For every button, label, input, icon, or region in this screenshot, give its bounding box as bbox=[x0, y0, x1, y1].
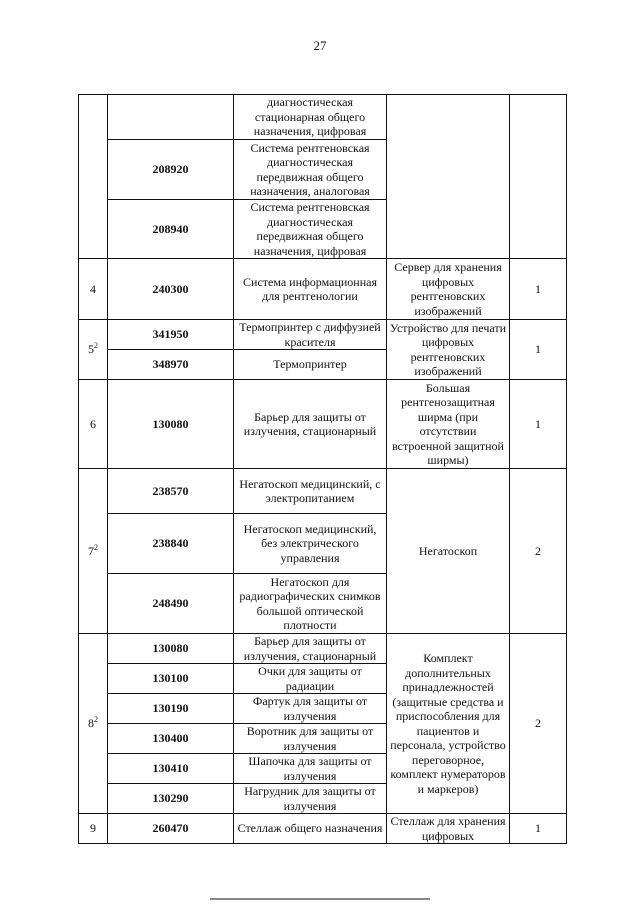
row-number-cell bbox=[79, 469, 108, 634]
row-number-cell: 4 bbox=[79, 259, 108, 320]
table-row bbox=[79, 95, 567, 140]
code-cell: 208920 bbox=[108, 140, 234, 200]
page-number: 27 bbox=[313, 38, 327, 53]
name-cell: Барьер для защиты от излучения, стационарный bbox=[234, 634, 387, 664]
code-cell: 130190 bbox=[108, 694, 234, 724]
table-row bbox=[79, 634, 567, 664]
purpose-cell: Большая рентгенозащитная ширма (при отсутствии встроенной защитной ширмы) bbox=[387, 380, 510, 469]
row-number-cell bbox=[79, 320, 108, 380]
code-cell: 248490 bbox=[108, 574, 234, 634]
name-cell: Термопринтер с диффузией красителя bbox=[234, 320, 387, 350]
equipment-table bbox=[78, 94, 567, 844]
purpose-cell bbox=[387, 95, 510, 259]
code-cell: 130290 bbox=[108, 784, 234, 814]
row-number-cell: 6 bbox=[79, 380, 108, 469]
code-cell: 260470 bbox=[108, 814, 234, 844]
name-cell: Система рентгеновская диагностическая передвижная общего назначения, аналоговая bbox=[234, 140, 387, 200]
code-cell: 238570 bbox=[108, 469, 234, 514]
code-cell: 341950 bbox=[108, 320, 234, 350]
code-cell: 240300 bbox=[108, 259, 234, 320]
footnote-mark: 2 bbox=[94, 715, 98, 725]
row-number: 5 bbox=[88, 342, 94, 357]
name-cell: Негатоскоп медицинский, с электропитанием bbox=[234, 469, 387, 514]
name-cell: Система информационная для рентгенологии bbox=[234, 259, 387, 320]
footnote-mark: 2 bbox=[94, 341, 98, 351]
name-cell: Нагрудник для защиты от излучения bbox=[234, 784, 387, 814]
footnote-mark: 2 bbox=[94, 542, 98, 552]
name-cell: Термопринтер bbox=[234, 350, 387, 380]
purpose-cell: Сервер для хранения цифровых рентгеновских изображений bbox=[387, 259, 510, 320]
row-number-cell bbox=[79, 634, 108, 814]
name-cell: Барьер для защиты от излучения, стационарный bbox=[234, 380, 387, 469]
quantity-cell: 1 bbox=[510, 259, 567, 320]
quantity-cell: 1 bbox=[510, 380, 567, 469]
purpose-cell: Стеллаж для хранения цифровых bbox=[387, 814, 510, 844]
code-cell: 130080 bbox=[108, 380, 234, 469]
table-row bbox=[79, 320, 567, 350]
quantity-cell: 1 bbox=[510, 320, 567, 380]
code-cell: 208940 bbox=[108, 200, 234, 259]
scan-artifact-line bbox=[210, 898, 430, 900]
purpose-cell: Негатоскоп bbox=[387, 469, 510, 634]
table-row bbox=[79, 380, 567, 469]
row-number: 7 bbox=[88, 543, 94, 558]
name-cell: Стеллаж общего назначения bbox=[234, 814, 387, 844]
purpose-cell: Комплект дополнительных принадлежностей (защитные средства и приспособления для пациентов и персонала, устройство переговорное, комплект нумераторов и маркеров) bbox=[387, 634, 510, 814]
code-cell: 130080 bbox=[108, 634, 234, 664]
table-row bbox=[79, 469, 567, 514]
name-cell: Воротник для защиты от излучения bbox=[234, 724, 387, 754]
row-number: 8 bbox=[88, 716, 94, 731]
name-cell: Фартук для защиты от излучения bbox=[234, 694, 387, 724]
table-row bbox=[79, 814, 567, 844]
name-cell: Негатоскоп для радиографических снимков большой оптической плотности bbox=[234, 574, 387, 634]
code-cell bbox=[108, 95, 234, 140]
name-cell: диагностическая стационарная общего назначения, цифровая bbox=[234, 95, 387, 140]
code-cell: 130100 bbox=[108, 664, 234, 694]
quantity-cell: 1 bbox=[510, 814, 567, 844]
name-cell: Шапочка для защиты от излучения bbox=[234, 754, 387, 784]
name-cell: Негатоскоп медицинский, без электрического управления bbox=[234, 514, 387, 574]
row-number-cell bbox=[79, 95, 108, 259]
name-cell: Система рентгеновская диагностическая передвижная общего назначения, цифровая bbox=[234, 200, 387, 259]
code-cell: 130410 bbox=[108, 754, 234, 784]
quantity-cell: 2 bbox=[510, 634, 567, 814]
row-number-cell: 9 bbox=[79, 814, 108, 844]
table-row bbox=[79, 259, 567, 320]
name-cell: Очки для защиты от радиации bbox=[234, 664, 387, 694]
purpose-cell: Устройство для печати цифровых рентгеновских изображений bbox=[387, 320, 510, 380]
code-cell: 238840 bbox=[108, 514, 234, 574]
quantity-cell bbox=[510, 95, 567, 259]
code-cell: 348970 bbox=[108, 350, 234, 380]
quantity-cell: 2 bbox=[510, 469, 567, 634]
code-cell: 130400 bbox=[108, 724, 234, 754]
